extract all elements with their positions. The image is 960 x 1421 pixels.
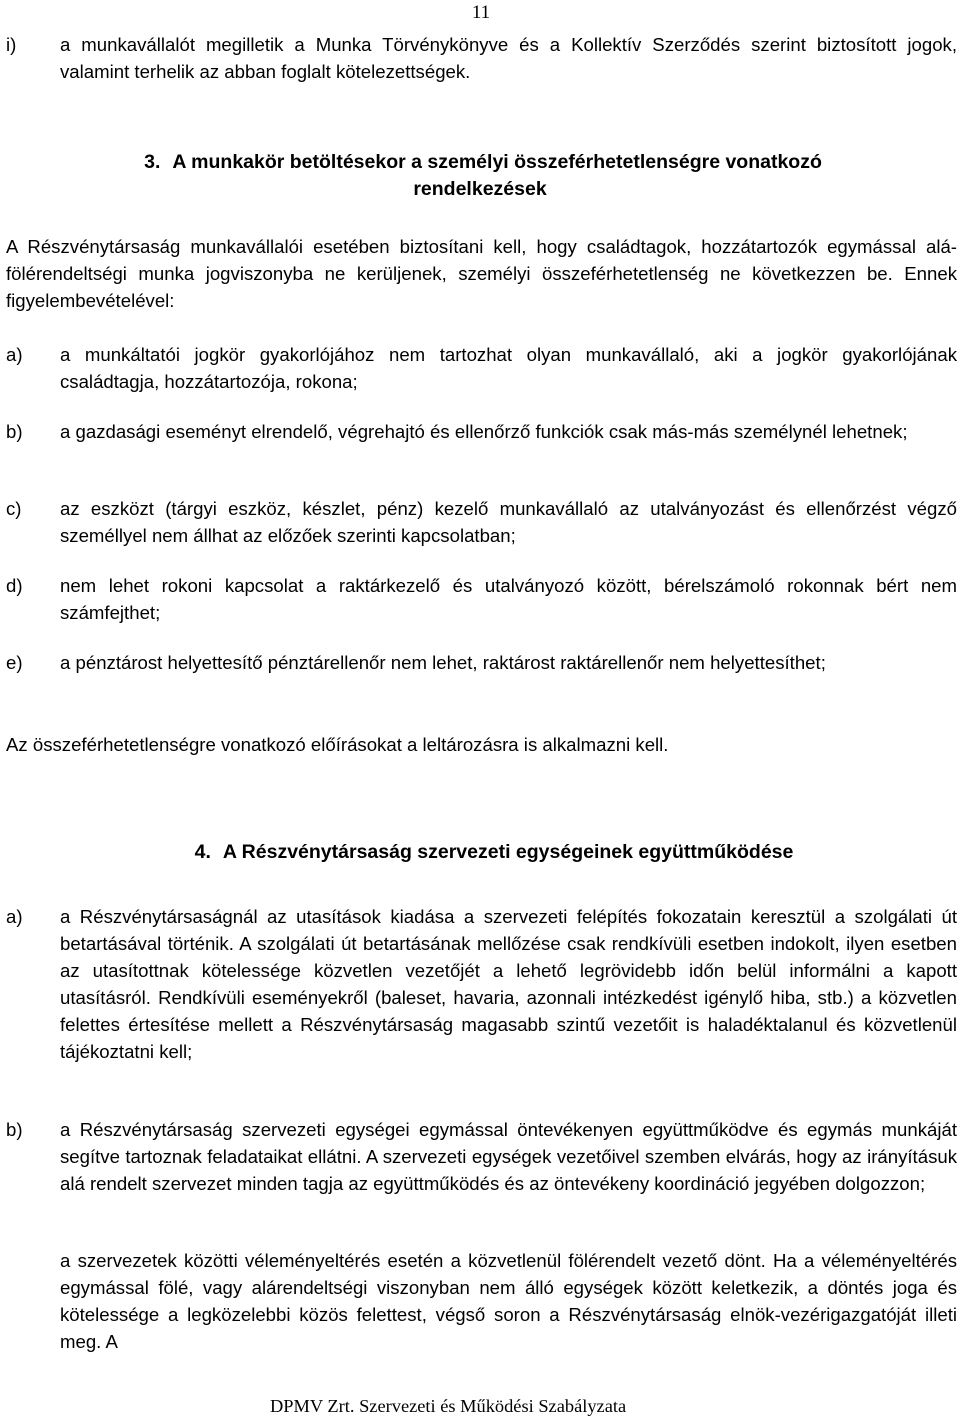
list-item-label: e) (6, 652, 23, 673)
page-number: 11 (471, 2, 491, 23)
section-3-heading (0, 149, 960, 176)
section-4-title: A Részvénytársaság szervezeti egységeinek együttműködése (222, 841, 794, 863)
list-item-label: a) (6, 906, 23, 927)
list-item-text: a Részvénytársaság szervezeti egységei egymással öntevékenyen együttműködve és egymás munkáját segítve tartoznak feladataikat ellátni. A szervezeti egységek vezetőivel szemben elvárás, hogy az irányításuk alá rendelt szervezet minden tagja az együttműködés és az öntevékeny koordináció jegyében dolgozzon; (60, 1119, 957, 1194)
list-item-text: a munkáltatói jogkör gyakorlójához nem tartozhat olyan munkavállaló, aki a jogkör gyakorlójának családtagja, hozzátartozója, rokona; (60, 344, 957, 392)
list-item-label: i) (6, 34, 17, 55)
list-item-label: b) (6, 421, 23, 442)
list-item-b (0, 418, 960, 445)
section-4-heading (0, 839, 960, 866)
list-item-label: c) (6, 498, 22, 519)
list-item-text: nem lehet rokoni kapcsolat a raktárkezelő és utalványozó között, bérelszámoló rokonnak bért nem számfejthet; (60, 575, 957, 623)
list-item-text: a gazdasági eseményt elrendelő, végrehajtó és ellenőrző funkciók csak más-más személynél lehetnek; (60, 421, 908, 442)
page-footer: DPMV Zrt. Szervezeti és Működési Szabályzata (270, 1396, 627, 1416)
list-item-label: a) (6, 344, 23, 365)
list-item-text: a pénztárost helyettesítő pénztárellenőr nem lehet, raktárost raktárellenőr nem helyettesíthet; (60, 652, 826, 673)
section-3-intro: A Részvénytársaság munkavállalói esetében biztosítani kell, hogy családtagok, hozzátartozók egymással alá- fölérendeltségi munka jogviszonyba ne kerüljenek, személyi összeférhetetlenség ne következzen be. Ennek figyelembevételével: (6, 236, 957, 311)
section-3-closing: Az összeférhetetlenségre vonatkozó előírásokat a leltározásra is alkalmazni kell. (6, 734, 669, 755)
section-4-continuation: a szervezetek közötti véleményeltérés esetén a közvetlenül fölérendelt vezető dönt. Ha a véleményeltérés egymással fölé, vagy alárendeltségi viszonyban nem álló egységek között keletkezik, a döntés joga és kötelessége a legközelebbi közös felettest, végső soron a Részvénytársaság elnök-vezérigazgatóját illeti meg. A (60, 1250, 957, 1352)
list-item-label: b) (6, 1119, 23, 1140)
list-item-d (0, 572, 960, 626)
list-item-i (0, 31, 960, 85)
list-item-e (0, 649, 960, 676)
list-item-text: az eszközt (tárgyi eszköz, készlet, pénz) kezelő munkavállaló az utalványozást és ellenőrzést végző személlyel nem állhat az előzőek szerinti kapcsolatban; (60, 498, 957, 546)
section-3-title-line2: rendelkezések (413, 178, 547, 200)
section-3-heading-line2 (0, 176, 960, 203)
list-item-b (0, 1116, 960, 1197)
list-item-label: d) (6, 575, 23, 596)
list-item-text: a munkavállalót megilletik a Munka Törvénykönyve és a Kollektív Szerződés szerint biztosított jogok, valamint terhelik az abban foglalt kötelezettségek. (60, 34, 957, 82)
list-item-a (0, 903, 960, 1065)
section-3-number: 3. (144, 151, 161, 173)
list-item-a (0, 341, 960, 395)
section-4-number: 4. (194, 841, 211, 863)
list-item-c (0, 495, 960, 549)
section-3-title-line1: A munkakör betöltésekor a személyi összeférhetetlenségre vonatkozó (172, 151, 822, 173)
list-item-text: a Részvénytársaságnál az utasítások kiadása a szervezeti felépítés fokozatain keresztül a szolgálati út betartásával történik. A szolgálati út betartásának mellőzése csak rendkívüli esetben indokolt, ilyen esetben az utasítottnak kötelessége közvetlen vezetőjét a lehető legrövidebb időn belül informálni a kapott utasításról. Rendkívüli eseményekről (baleset, havaria, azonnali intézkedést igénylő hiba, stb.) a közvetlen felettes értesítése mellett a Részvénytársaság magasabb szintű vezetőit is haladéktalanul és közvetlenül tájékoztatni kell; (60, 906, 957, 1062)
